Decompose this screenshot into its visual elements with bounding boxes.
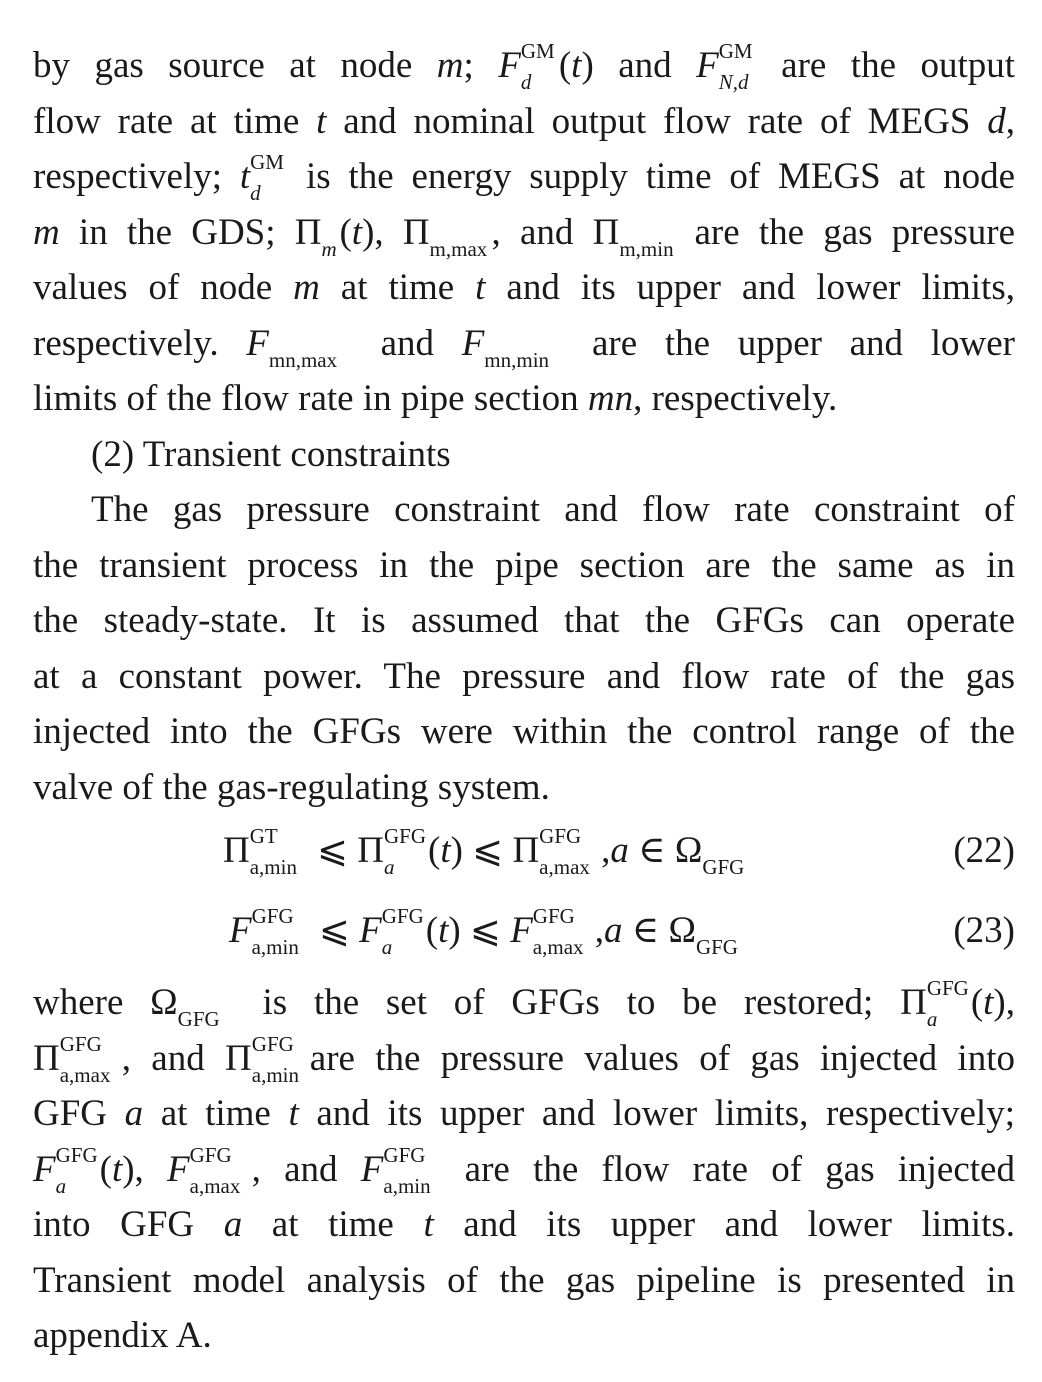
math-operator: Π	[900, 982, 927, 1023]
subscript	[521, 72, 532, 93]
text-run: flow rate at time	[33, 100, 317, 142]
math-symbol	[461, 322, 550, 371]
text-run: limits of the flow rate in pipe section	[33, 378, 588, 419]
math-symbol	[294, 211, 337, 260]
superscript: GFG	[189, 1142, 232, 1167]
math-symbol	[150, 982, 220, 1031]
math-variable: t	[316, 100, 327, 142]
text-run: are the pressure values of gas injected into	[309, 1037, 1015, 1079]
subscript: GFG	[177, 1007, 220, 1031]
math-variable: t	[475, 267, 486, 308]
math-symbol	[246, 322, 338, 371]
equation-22	[33, 815, 1015, 895]
math-operator: ⩽	[309, 910, 360, 951]
text-run: are the flow rate of gas injected	[441, 1148, 1015, 1190]
text-run: ,	[1005, 100, 1015, 142]
document-page	[33, 38, 1015, 1364]
math-operator: Ω	[674, 830, 703, 871]
superscript: GFG	[251, 904, 294, 928]
text-line	[33, 1197, 1015, 1253]
math-operator: Ω	[150, 982, 178, 1023]
superscript: GFG	[539, 824, 582, 848]
subscript	[382, 937, 393, 958]
subscript: mn,max	[268, 347, 338, 371]
superscript: GFG	[381, 904, 424, 928]
math-variable: t	[438, 910, 449, 951]
math-operator: Π	[512, 830, 540, 871]
text-run: ),	[993, 982, 1015, 1023]
equation-23	[33, 895, 1015, 975]
text-run: ),	[362, 211, 403, 253]
math-symbol	[223, 824, 297, 879]
text-run: at time	[143, 1093, 289, 1134]
superscript: GFG	[55, 1142, 98, 1167]
math-symbol	[357, 824, 426, 879]
math-symbol	[510, 904, 584, 959]
math-variable: a	[223, 1204, 243, 1245]
text-run: ) and	[581, 45, 697, 86]
math-variable: a	[124, 1093, 144, 1134]
math-variable: t	[351, 211, 363, 253]
math-variable: d	[520, 70, 532, 94]
text-run: and its upper and lower limits,	[485, 267, 1015, 308]
text-line: at a constant power. The pressure and flow rate of the gas	[33, 655, 1015, 697]
math-symbol	[592, 211, 674, 260]
text-line: the transient process in the pipe section are the same as in	[33, 544, 1015, 586]
superscript: GFG	[926, 976, 969, 1000]
math-variable: F	[360, 1148, 384, 1190]
math-variable: a	[383, 855, 395, 879]
text-run: ,	[601, 830, 611, 871]
text-run: is the set of GFGs to be restored;	[235, 982, 901, 1023]
text-run: by gas source at node	[33, 45, 437, 86]
subscript: m,min	[619, 236, 674, 260]
math-symbol	[402, 211, 488, 260]
math-variable: F	[229, 910, 252, 951]
subscript	[927, 1009, 938, 1030]
text-run: (	[99, 1148, 112, 1190]
text-line	[33, 371, 1015, 427]
section-heading: (2) Transient constraints	[91, 433, 451, 475]
math-operator: ⩽	[460, 910, 511, 951]
math-symbol	[33, 1142, 98, 1197]
math-operator: Ω	[668, 910, 696, 951]
superscript: GM	[718, 39, 753, 63]
text-line: valve of the gas-regulating system.	[33, 766, 550, 808]
text-line	[33, 260, 1015, 316]
superscript: GFG	[251, 1031, 294, 1056]
math-variable: m	[436, 45, 464, 86]
subscript	[384, 857, 395, 878]
text-run: are the upper and lower	[564, 322, 1015, 364]
text-run: , respectively.	[633, 378, 838, 419]
math-variable: t	[571, 45, 582, 86]
math-symbol	[512, 824, 590, 879]
subscript: a,min	[251, 1062, 300, 1086]
subscript	[250, 183, 261, 204]
text-line	[33, 94, 1015, 150]
subscript: a,max	[59, 1062, 111, 1086]
superscript: GFG	[532, 904, 575, 928]
math-symbol	[668, 910, 738, 959]
text-line	[33, 316, 1015, 372]
text-run: (	[339, 211, 352, 253]
text-line	[33, 1086, 1015, 1142]
text-run: (	[425, 910, 439, 951]
text-run: at time	[242, 1204, 424, 1245]
subscript: a,max	[532, 935, 584, 959]
math-operator: Π	[223, 830, 250, 871]
math-variable: t	[239, 156, 251, 197]
subscript: a,min	[249, 855, 297, 879]
text-run: respectively.	[33, 322, 247, 364]
text-run: ),	[122, 1148, 168, 1190]
subscript	[321, 236, 337, 260]
math-variable: F	[167, 1148, 190, 1190]
subscript: mn,min	[484, 347, 550, 371]
text-run: GFG	[33, 1093, 125, 1134]
math-symbol	[359, 904, 424, 959]
text-run: (	[427, 830, 441, 871]
math-operator: ⩽	[462, 830, 513, 871]
superscript: GFG	[383, 1142, 426, 1167]
math-symbol	[696, 39, 753, 94]
math-variable: d	[987, 100, 1006, 142]
math-operator: ⩽	[307, 830, 358, 871]
text-line	[33, 1031, 1015, 1087]
math-operator: ∈	[622, 910, 669, 951]
math-operator: Π	[225, 1037, 252, 1079]
subscript: a,min	[251, 935, 299, 959]
math-variable: a	[926, 1007, 938, 1031]
math-operator: Π	[402, 211, 430, 253]
text-run: )	[450, 830, 463, 871]
superscript: GM	[520, 39, 555, 63]
text-run: and its upper and lower limits, respectively;	[298, 1093, 1015, 1134]
math-variable: F	[498, 45, 521, 86]
math-variable: mn	[587, 378, 634, 419]
text-run: at time	[319, 267, 476, 308]
math-variable: F	[33, 1148, 56, 1190]
math-variable: F	[359, 910, 382, 951]
math-operator: Π	[592, 211, 620, 253]
math-symbol	[33, 1031, 111, 1086]
subscript: a,max	[539, 855, 590, 879]
text-run: and	[352, 322, 462, 364]
text-run: , and	[121, 1037, 226, 1079]
math-symbol	[239, 150, 284, 205]
math-operator: Π	[294, 211, 322, 253]
subscript	[719, 72, 749, 93]
text-run: values of node	[33, 267, 294, 308]
superscript: GFG	[59, 1031, 102, 1056]
math-symbol	[229, 904, 299, 959]
text-line	[33, 38, 1015, 94]
math-variable: t	[423, 1204, 434, 1245]
text-run: and nominal output flow rate of MEGS	[326, 100, 988, 142]
text-line: the steady-state. It is assumed that the GFGs can operate	[33, 600, 1015, 641]
math-operator: Π	[33, 1037, 60, 1079]
text-line: appendix A.	[33, 1315, 212, 1356]
math-variable: F	[461, 322, 485, 364]
subscript: a,max	[189, 1173, 241, 1197]
math-variable: t	[288, 1093, 299, 1134]
text-run: )	[448, 910, 461, 951]
subscript: GFG	[695, 935, 738, 959]
math-symbol	[674, 830, 745, 879]
text-run: (	[970, 982, 984, 1023]
text-run: are the gas pressure	[675, 211, 1015, 253]
math-symbol	[225, 1031, 300, 1086]
text-line: The gas pressure constraint and flow rate constraint of	[91, 489, 1015, 530]
text-line: injected into the GFGs were within the control range of the	[33, 711, 1015, 752]
math-variable: a	[55, 1173, 67, 1197]
text-line	[33, 1142, 1015, 1198]
math-symbol	[360, 1142, 431, 1197]
math-variable: N,d	[718, 70, 749, 94]
equation-number: (22)	[953, 830, 1015, 871]
text-run: is the energy supply time of MEGS at node	[288, 156, 1015, 197]
equation-body	[223, 824, 760, 879]
text-line: Transient model analysis of the gas pipeline is presented in	[33, 1259, 1015, 1301]
superscript: GT	[249, 824, 278, 848]
math-symbol	[900, 976, 969, 1031]
text-run: ;	[463, 45, 499, 86]
equation-number: (23)	[953, 910, 1015, 951]
math-variable: F	[696, 45, 719, 86]
text-run: (	[558, 45, 572, 86]
equation-body	[229, 904, 754, 959]
subscript	[55, 1173, 67, 1197]
text-run: respectively;	[33, 156, 240, 197]
text-line	[33, 149, 1015, 205]
text-line	[33, 975, 1015, 1031]
superscript: GFG	[383, 824, 426, 848]
math-variable: m	[321, 236, 337, 260]
text-run: ,	[594, 910, 605, 951]
math-symbol	[498, 39, 555, 94]
math-variable: m	[33, 211, 60, 253]
math-symbol	[167, 1142, 241, 1197]
math-variable: d	[250, 181, 261, 205]
math-variable: t	[983, 982, 994, 1023]
subscript: GFG	[702, 855, 745, 879]
subscript: m,max	[429, 236, 488, 260]
math-variable: F	[510, 910, 533, 951]
math-variable: a	[610, 830, 629, 871]
math-variable: a	[381, 935, 393, 959]
math-variable: t	[111, 1148, 123, 1190]
math-operator: ∈	[628, 830, 675, 871]
text-run: , and	[251, 1148, 361, 1190]
math-variable: t	[440, 830, 451, 871]
math-operator: Π	[357, 830, 384, 871]
text-run: in the GDS;	[59, 211, 295, 253]
subscript: a,min	[383, 1173, 431, 1197]
text-run: , and	[491, 211, 593, 253]
text-run: into GFG	[33, 1204, 224, 1245]
text-run: and its upper and lower limits.	[433, 1204, 1015, 1245]
text-run: are the output	[756, 45, 1015, 86]
text-run: where	[33, 982, 151, 1023]
text-line	[33, 205, 1015, 261]
math-variable: F	[246, 322, 269, 364]
math-variable: a	[604, 910, 623, 951]
math-variable: m	[293, 267, 320, 308]
superscript: GM	[250, 150, 284, 174]
